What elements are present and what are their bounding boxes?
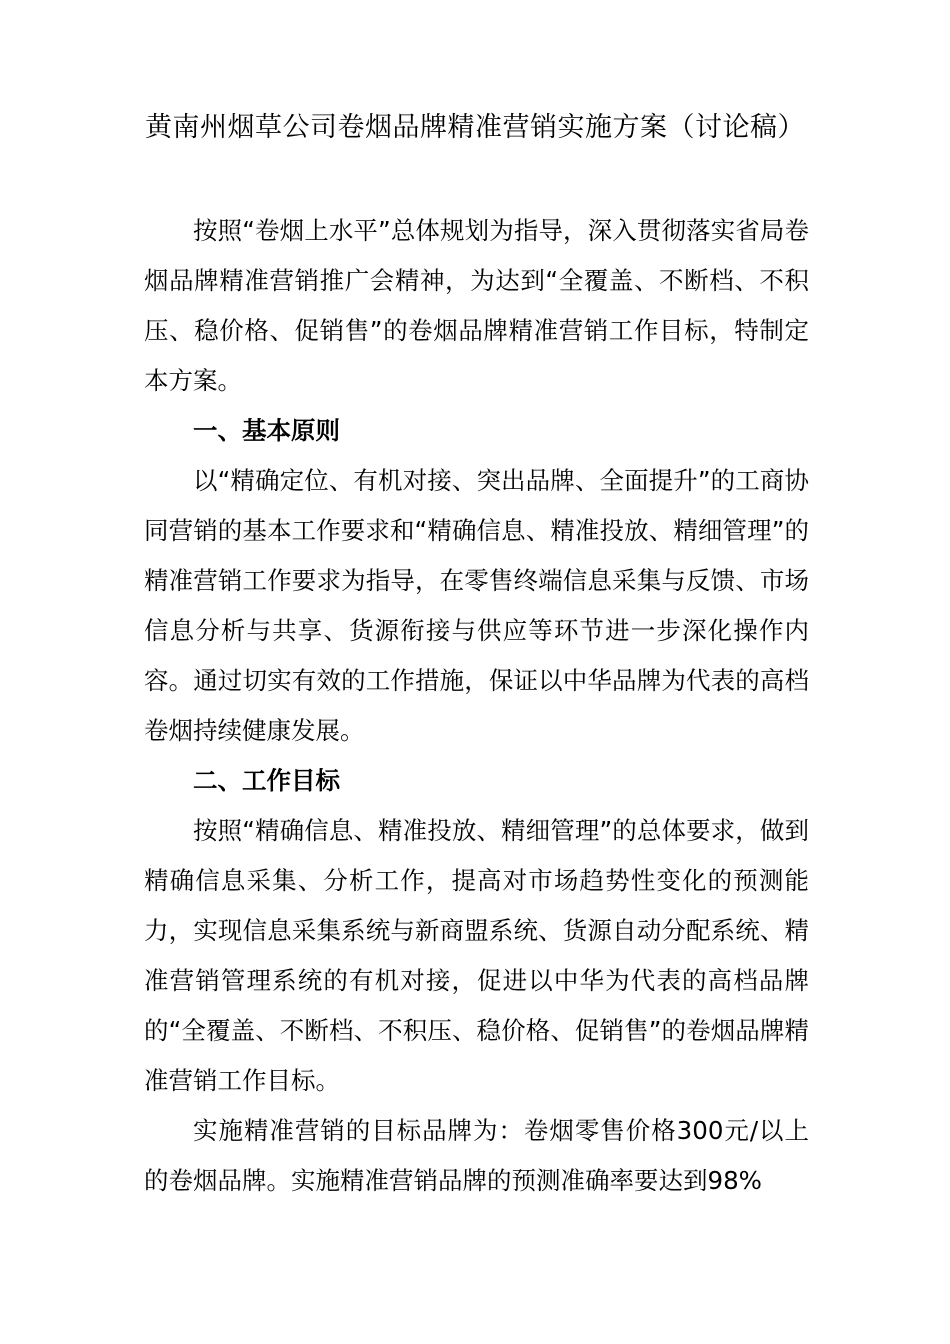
target-brands-paragraph: 实施精准营销的目标品牌为：卷烟零售价格300元/以上的卷烟品牌。实施精准营销品牌的预测准确率要达到98% [144, 1116, 809, 1195]
work-goals-paragraph: 按照“精确信息、精准投放、精细管理”的总体要求，做到精确信息采集、分析工作，提高对市场趋势性变化的预测能力，实现信息采集系统与新商盟系统、货源自动分配系统、精准营销管理系统的有机对接，促进以中华为代表的高档品牌的“全覆盖、不断档、不积压、稳价格、促销售”的卷烟品牌精准营销工作目标。 [144, 816, 809, 1095]
section-heading-work-goals: 二、工作目标 [193, 766, 340, 795]
document-body [144, 206, 809, 1206]
basic-principles-paragraph: 以“精确定位、有机对接、突出品牌、全面提升”的工商协同营销的基本工作要求和“精确信息、精准投放、精细管理”的精准营销工作要求为指导，在零售终端信息采集与反馈、市场信息分析与共享、货源衔接与供应等环节进一步深化操作内容。通过切实有效的工作措施，保证以中华品牌为代表的高档卷烟持续健康发展。 [144, 466, 809, 745]
section-heading-basic-principles: 一、基本原则 [193, 416, 340, 445]
intro-paragraph: 按照“卷烟上水平”总体规划为指导，深入贯彻落实省局卷烟品牌精准营销推广会精神，为达到“全覆盖、不断档、不积压、稳价格、促销售”的卷烟品牌精准营销工作目标，特制定本方案。 [144, 216, 809, 395]
document-title: 黄南州烟草公司卷烟品牌精准营销实施方案（讨论稿） [145, 112, 805, 143]
